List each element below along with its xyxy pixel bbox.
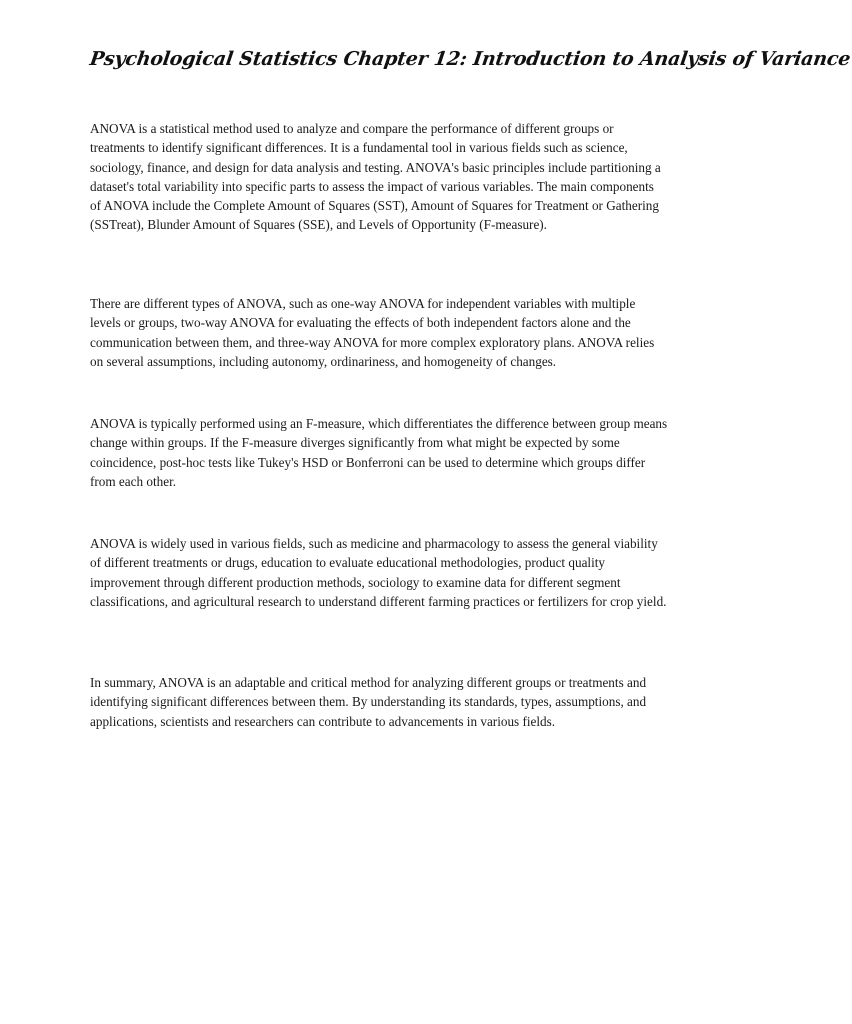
paragraph-summary: In summary, ANOVA is an adaptable and critical method for analyzing different groups or treatments and identifying significant differences between them. By understanding its standards, types, assumptions, and applications, scientists and researchers can contribute to advancements in various fields. [90, 675, 647, 729]
document-title: Psychological Statistics Chapter 12: Introduction to Analysis of Variance [88, 48, 852, 70]
paragraph-anova-types: There are different types of ANOVA, such as one-way ANOVA for independent variables with multiple levels or groups, two-way ANOVA for evaluating the effects of both independent factors alone and the communication between them, and three-way ANOVA for more complex exploratory plans. ANOVA relies on several assumptions, including autonomy, ordinariness, and homogeneity of changes. [90, 296, 655, 369]
paragraph-anova-definition: ANOVA is a statistical method used to analyze and compare the performance of different groups or treatments to identify significant differences. It is a fundamental tool in various fields such as science, sociology, finance, and design for data analysis and testing. ANOVA's basic principles include partitioning a dataset's total variability into specific parts to assess the impact of various variables. The main components of ANOVA include the Complete Amount of Squares (SST), Amount of Squares for Treatment or Gathering (SSTreat), Blunder Amount of Squares (SSE), and Levels of Opportunity (F-measure). [90, 121, 661, 233]
paragraph-applications: ANOVA is widely used in various fields, such as medicine and pharmacology to assess the general viability of different treatments or drugs, education to evaluate educational methodologies, product quality improvement through different production methods, sociology to examine data for different segment classifications, and agricultural research to understand different farming practices or fertilizers for crop yield. [90, 536, 667, 609]
paragraph-f-measure: ANOVA is typically performed using an F-measure, which differentiates the difference between group means change within groups. If the F-measure diverges significantly from what might be expected by some coincidence, post-hoc tests like Tukey's HSD or Bonferroni can be used to determine which groups differ from each other. [90, 416, 668, 489]
